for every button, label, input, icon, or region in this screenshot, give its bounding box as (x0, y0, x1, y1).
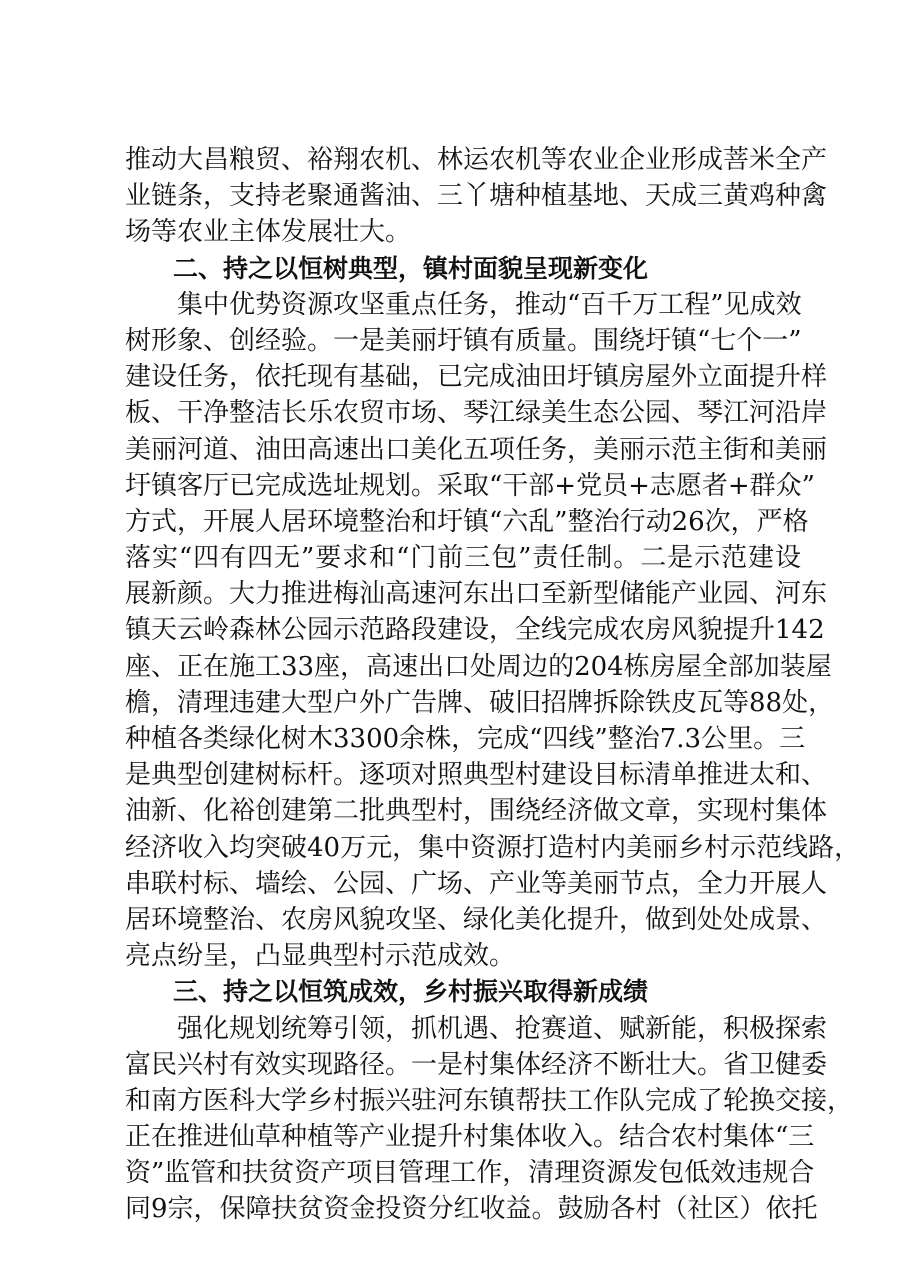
text-line: 圩镇客厅已完成选址规划。采取“干部+党员+志愿者+群众” (125, 470, 815, 501)
text-line: 座、正在施工33座，高速出口处周边的204栋房屋全部加装屋 (125, 651, 832, 682)
paragraph-1 (125, 142, 828, 251)
text-line: 经济收入均突破40万元，集中资源打造村内美丽乡村示范线路， (125, 832, 861, 863)
paragraph-3 (125, 1011, 854, 1228)
text-line: 落实“四有四无”要求和“门前三包”责任制。二是示范建设 (125, 543, 801, 574)
text-line: 建设任务，依托现有基础，已完成油田圩镇房屋外立面提升样 (125, 362, 828, 393)
text-line: 是典型创建树标杆。逐项对照典型村建设目标清单推进太和、 (125, 760, 828, 791)
text-line: 展新颜。大力推进梅汕高速河东出口至新型储能产业园、河东 (125, 579, 828, 610)
text-line: 正在推进仙草种植等产业提升村集体收入。结合农村集体“三 (125, 1122, 815, 1153)
text-line: 镇天云岭森林公园示范路段建设，全线完成农房风貌提升142 (125, 615, 825, 646)
document-body (125, 142, 861, 1228)
text-line: 种植各类绿化树木3300余株，完成“四线”整治7.3公里。三 (125, 724, 806, 754)
text-line: 场等农业主体发展壮大。 (125, 217, 412, 248)
text-line: 方式，开展人居环境整治和圩镇“六乱”整治行动26次，严格 (125, 506, 809, 537)
text-line: 居环境整治、农房风貌攻坚、绿化美化提升，做到处处成景、 (125, 904, 828, 935)
section-heading-3: 三、持之以恒筑成效，乡村振兴取得新成绩 (173, 977, 649, 1007)
text-line: 资”监管和扶贫资产项目管理工作，清理资源发包低效违规合 (125, 1158, 815, 1189)
text-line: 树形象、创经验。一是美丽圩镇有质量。围绕圩镇“七个一” (125, 325, 802, 356)
text-line: 推动大昌粮贸、裕翔农机、林运农机等农业企业形成菩米全产 (125, 145, 828, 175)
text-line: 板、干净整洁长乐农贸市场、琴江绿美生态公园、琴江河沿岸 (125, 398, 828, 429)
text-line: 檐，清理违建大型户外广告牌、破旧招牌拆除铁皮瓦等88处， (125, 687, 835, 718)
text-line: 富民兴村有效实现路径。一是村集体经济不断壮大。省卫健委 (125, 1049, 828, 1080)
text-line: 美丽河道、油田高速出口美化五项任务，美丽示范主街和美丽 (125, 434, 828, 465)
section-heading-2: 二、持之以恒树典型，镇村面貌呈现新变化 (173, 253, 649, 283)
text-line: 亮点纷呈，凸显典型村示范成效。 (125, 941, 516, 972)
text-line: 同9宗，保障扶贫资金投资分红收益。鼓励各村（社区）依托 (125, 1194, 818, 1225)
text-line: 集中优势资源攻坚重点任务，推动“百千万工程”见成效 (177, 289, 802, 320)
text-line: 和南方医科大学乡村振兴驻河东镇帮扶工作队完成了轮换交接， (125, 1085, 854, 1116)
text-line: 强化规划统筹引领，抓机遇、抢赛道、赋新能，积极探索 (177, 1013, 828, 1044)
text-line: 串联村标、墙绘、公园、广场、产业等美丽节点，全力开展人 (125, 868, 828, 899)
text-line: 油新、化裕创建第二批典型村，围绕经济做文章，实现村集体 (125, 796, 828, 827)
paragraph-2 (125, 287, 861, 975)
text-line: 业链条，支持老聚通酱油、三丫塘种植基地、天成三黄鸡种禽 (125, 181, 828, 212)
